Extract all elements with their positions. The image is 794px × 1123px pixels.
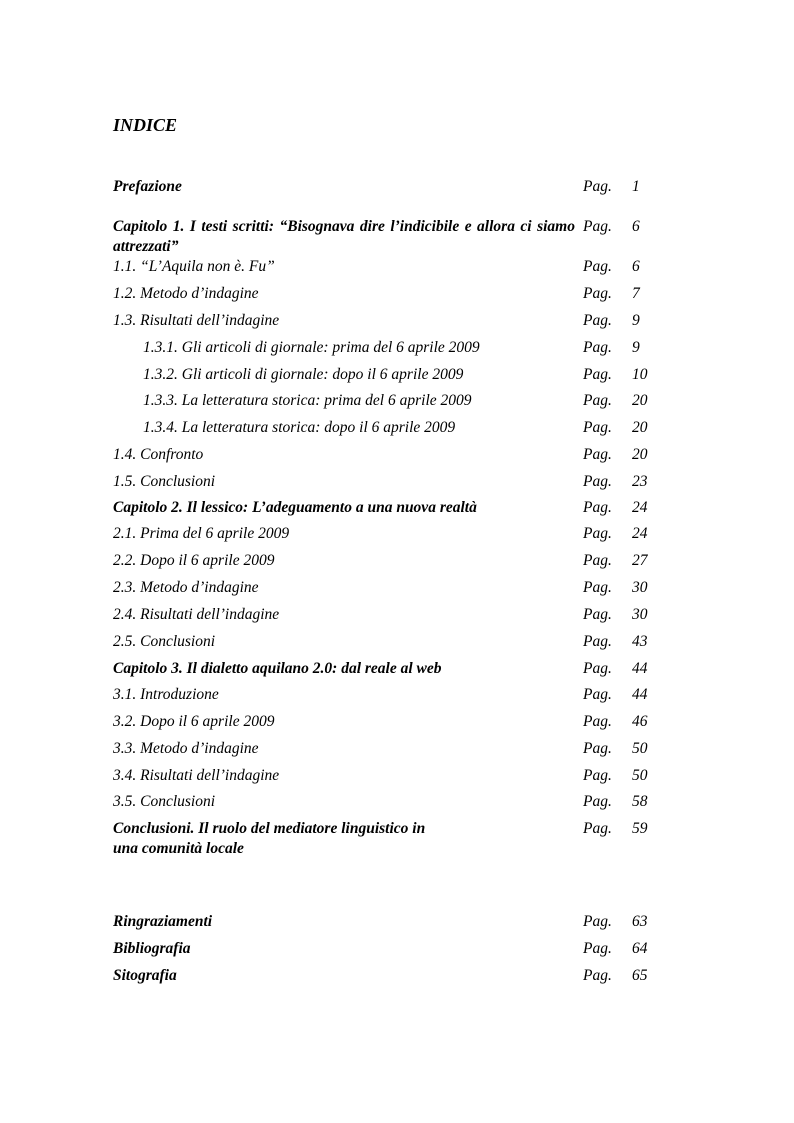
toc-page-label: Pag.	[583, 285, 612, 302]
toc-entry-title: 3.4. Risultati dell’indagine	[113, 767, 280, 784]
toc-page-number: 30	[632, 606, 648, 623]
toc-page-number: 7	[632, 285, 640, 302]
toc-entry-title: 2.5. Conclusioni	[113, 633, 216, 650]
toc-page-label: Pag.	[583, 660, 612, 677]
toc-page-number: 20	[632, 446, 648, 463]
toc-entry-title: 1.3.4. La letteratura storica: dopo il 6 aprile 2009	[143, 419, 456, 436]
toc-page-number: 20	[632, 419, 648, 436]
toc-entry-title: 3.2. Dopo il 6 aprile 2009	[113, 713, 275, 730]
toc-page-number: 27	[632, 552, 648, 569]
toc-entry-title: 3.5. Conclusioni	[113, 793, 216, 810]
toc-page-number: 1	[632, 178, 640, 195]
toc-page-number: 65	[632, 967, 648, 984]
toc-page-number: 24	[632, 525, 648, 542]
toc-page-number: 44	[632, 686, 648, 703]
toc-page-label: Pag.	[583, 446, 612, 463]
toc-entry-title: Ringraziamenti	[113, 913, 213, 930]
toc-page-label: Pag.	[583, 552, 612, 569]
toc-page-label: Pag.	[583, 967, 612, 984]
toc-entry-title: 1.5. Conclusioni	[113, 473, 216, 490]
toc-page-number: 58	[632, 793, 648, 810]
toc-page-label: Pag.	[583, 913, 612, 930]
toc-entry-title: Capitolo 3. Il dialetto aquilano 2.0: dal reale al web	[113, 660, 442, 677]
toc-page-number: 44	[632, 660, 648, 677]
toc-entry-title: Prefazione	[113, 178, 182, 195]
toc-page-label: Pag.	[583, 339, 612, 356]
toc-page-label: Pag.	[583, 940, 612, 957]
toc-page-number: 46	[632, 713, 648, 730]
toc-entry-title: 2.3. Metodo d’indagine	[113, 579, 259, 596]
toc-page-label: Pag.	[583, 820, 612, 837]
toc-page-label: Pag.	[583, 525, 612, 542]
toc-entry-title: Bibliografia	[113, 940, 191, 957]
toc-page-label: Pag.	[583, 793, 612, 810]
toc-entry-title: 1.2. Metodo d’indagine	[113, 285, 259, 302]
toc-entry-title: 3.3. Metodo d’indagine	[113, 740, 259, 757]
toc-page-number: 23	[632, 473, 648, 490]
toc-page-label: Pag.	[583, 258, 612, 275]
toc-entry-title: 1.3.3. La letteratura storica: prima del 6 aprile 2009	[143, 392, 472, 409]
toc-entry-title: Capitolo 2. Il lessico: L’adeguamento a una nuova realtà	[113, 499, 477, 516]
toc-page-number: 9	[632, 312, 640, 329]
toc-page-label: Pag.	[583, 366, 612, 383]
toc-page-number: 9	[632, 339, 640, 356]
toc-page-label: Pag.	[583, 419, 612, 436]
toc-entry-title: Capitolo 1. I testi scritti: “Bisognava dire l’indicibile e allora ci siamo attrezzati”	[113, 218, 575, 255]
toc-page-label: Pag.	[583, 740, 612, 757]
toc-page-label: Pag.	[583, 312, 612, 329]
toc-page-label: Pag.	[583, 579, 612, 596]
toc-page-number: 20	[632, 392, 648, 409]
toc-page-number: 59	[632, 820, 648, 837]
toc-page-number: 6	[632, 218, 640, 235]
toc-page-number: 50	[632, 767, 648, 784]
toc-entry-title: 3.1. Introduzione	[113, 686, 219, 703]
toc-page-label: Pag.	[583, 499, 612, 516]
toc-page-number: 6	[632, 258, 640, 275]
toc-entry-title: Sitografia	[113, 967, 177, 984]
toc-entry-title: 2.4. Risultati dell’indagine	[113, 606, 280, 623]
toc-entry-title: 2.1. Prima del 6 aprile 2009	[113, 525, 290, 542]
toc-page-number: 63	[632, 913, 648, 930]
toc-page-number: 24	[632, 499, 648, 516]
toc-page-number: 50	[632, 740, 648, 757]
toc-page-number: 30	[632, 579, 648, 596]
toc-page-label: Pag.	[583, 686, 612, 703]
toc-page-label: Pag.	[583, 473, 612, 490]
toc-page-label: Pag.	[583, 713, 612, 730]
toc-page-number: 43	[632, 633, 648, 650]
toc-page-label: Pag.	[583, 178, 612, 195]
toc-entry-title: 1.3. Risultati dell’indagine	[113, 312, 280, 329]
toc-page-label: Pag.	[583, 767, 612, 784]
toc-page-label: Pag.	[583, 392, 612, 409]
page-title: INDICE	[113, 115, 178, 135]
toc-entry-title: 2.2. Dopo il 6 aprile 2009	[113, 552, 275, 569]
toc-entry-title: 1.1. “L’Aquila non è. Fu”	[113, 258, 275, 275]
toc-page-number: 64	[632, 940, 648, 957]
toc-page-label: Pag.	[583, 218, 612, 235]
toc-page-number: 10	[632, 366, 648, 383]
toc-entry-title: Conclusioni. Il ruolo del mediatore linguistico in una comunità locale	[113, 820, 426, 857]
toc-entry-title: 1.3.2. Gli articoli di giornale: dopo il 6 aprile 2009	[143, 366, 464, 383]
toc-entry-title: 1.3.1. Gli articoli di giornale: prima del 6 aprile 2009	[143, 339, 480, 356]
toc-page-label: Pag.	[583, 606, 612, 623]
toc-entry-title: 1.4. Confronto	[113, 446, 204, 463]
toc-page-label: Pag.	[583, 633, 612, 650]
